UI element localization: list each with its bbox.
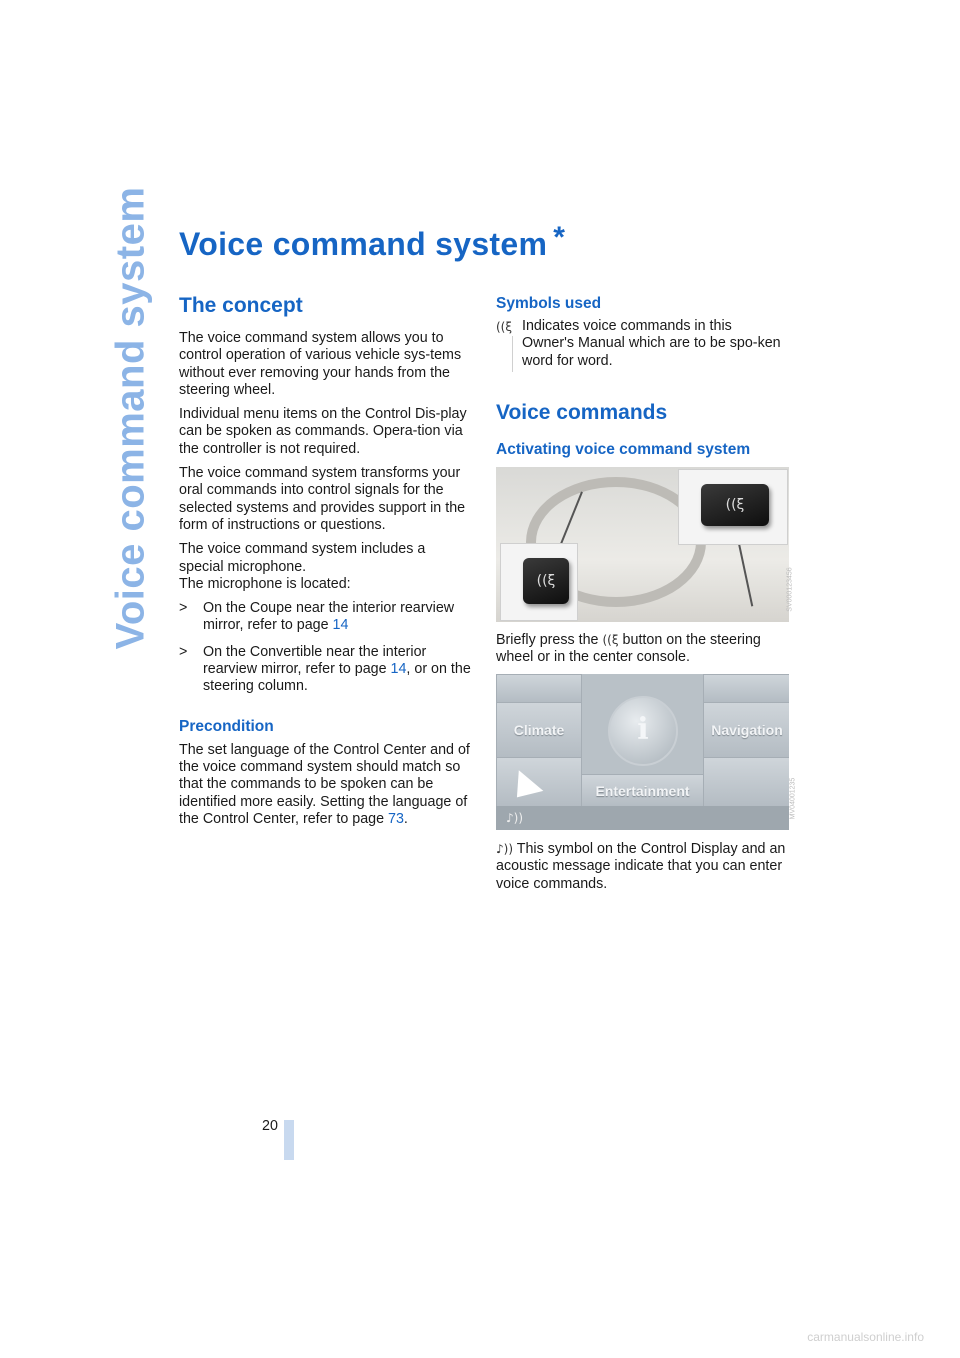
menu-tile [703, 757, 789, 807]
photo-code: MV04001235 [789, 777, 797, 820]
concept-paragraph-1: The voice command system allows you to control operation of various vehicle sys-tems without ever removing your hands from the steering wheel. [179, 330, 462, 398]
speaker-icon: ♪)) [506, 811, 524, 825]
menu-tile-climate: Climate [496, 702, 582, 758]
photo-code: SV000123456 [786, 567, 794, 612]
page-link-73[interactable]: 73 [388, 810, 404, 827]
voice-commands-heading: Voice commands [496, 401, 668, 424]
precondition-paragraph: The set language of the Control Center and of the voice command system should match so that the commands to be spoken can be identified more easily. Setting the language of the Control Center, refer to page 73. [179, 741, 470, 827]
speaker-icon: ♪)) [496, 842, 514, 856]
side-chapter-title: Voice command system [108, 186, 153, 650]
symbol-explanation: ♪)) This symbol on the Control Display and an acoustic message indicate that you can enter voice commands. [496, 841, 786, 892]
concept-paragraph-2: Individual menu items on the Control Dis-play can be spoken as commands. Opera-tion via the controller is not required. [179, 406, 467, 457]
activating-heading: Activating voice command system [496, 441, 751, 458]
console-button-inset [678, 469, 788, 545]
concept-paragraph-4a: The voice command system includes a special microphone. [179, 541, 426, 575]
voice-button-console [701, 484, 769, 526]
concept-heading: The concept [179, 294, 303, 317]
press-instruction: Briefly press the ((ξ button on the steering wheel or in the center console. [496, 632, 761, 666]
left-column [179, 294, 471, 835]
bullet-convertible: > On the Convertible near the interior rearview mirror, refer to page 14, or on the steering column. [179, 643, 471, 695]
info-icon: i [637, 712, 649, 747]
menu-tile [496, 674, 582, 703]
page-number-bar [284, 1120, 294, 1160]
symbols-heading: Symbols used [496, 295, 602, 312]
status-bar [496, 806, 789, 830]
symbols-text: Indicates voice commands in this Owner's Manual which are to be spo-ken word for word. [522, 318, 781, 369]
menu-tile-entertainment: Entertainment [581, 774, 704, 807]
symbol-divider [512, 336, 513, 372]
page-title: Voice command system * [179, 221, 566, 262]
concept-paragraph-3: The voice command system transforms your oral commands into control signals for the selected systems and provides support in the form of instructions or questions. [179, 465, 466, 533]
bullet-coupe: > On the Coupe near the interior rearview mirror, refer to page 14 [179, 600, 455, 634]
optional-equipment-star: * [553, 221, 566, 254]
page-number: 20 [262, 1118, 278, 1134]
precondition-heading: Precondition [179, 717, 274, 735]
menu-tile [703, 674, 789, 703]
voice-command-icon: ((ξ [496, 320, 513, 334]
page-link-14[interactable]: 14 [332, 617, 349, 634]
control-display-screenshot [496, 674, 789, 830]
steering-button-inset [500, 543, 578, 621]
steering-wheel-photo [496, 467, 789, 622]
voice-command-icon: ((ξ [725, 497, 745, 513]
pointer-line [737, 538, 754, 607]
controller-knob [608, 696, 678, 766]
voice-command-icon: ((ξ [602, 633, 619, 647]
voice-button-steering [523, 558, 569, 604]
menu-tile-navigation: Navigation [703, 702, 789, 758]
concept-paragraph-4b: The microphone is located: [179, 575, 351, 592]
page-link-14[interactable]: 14 [390, 661, 407, 678]
footer-watermark: carmanualsonline.info [807, 1330, 924, 1344]
voice-command-icon: ((ξ [536, 573, 556, 589]
symbols-box [496, 318, 786, 370]
